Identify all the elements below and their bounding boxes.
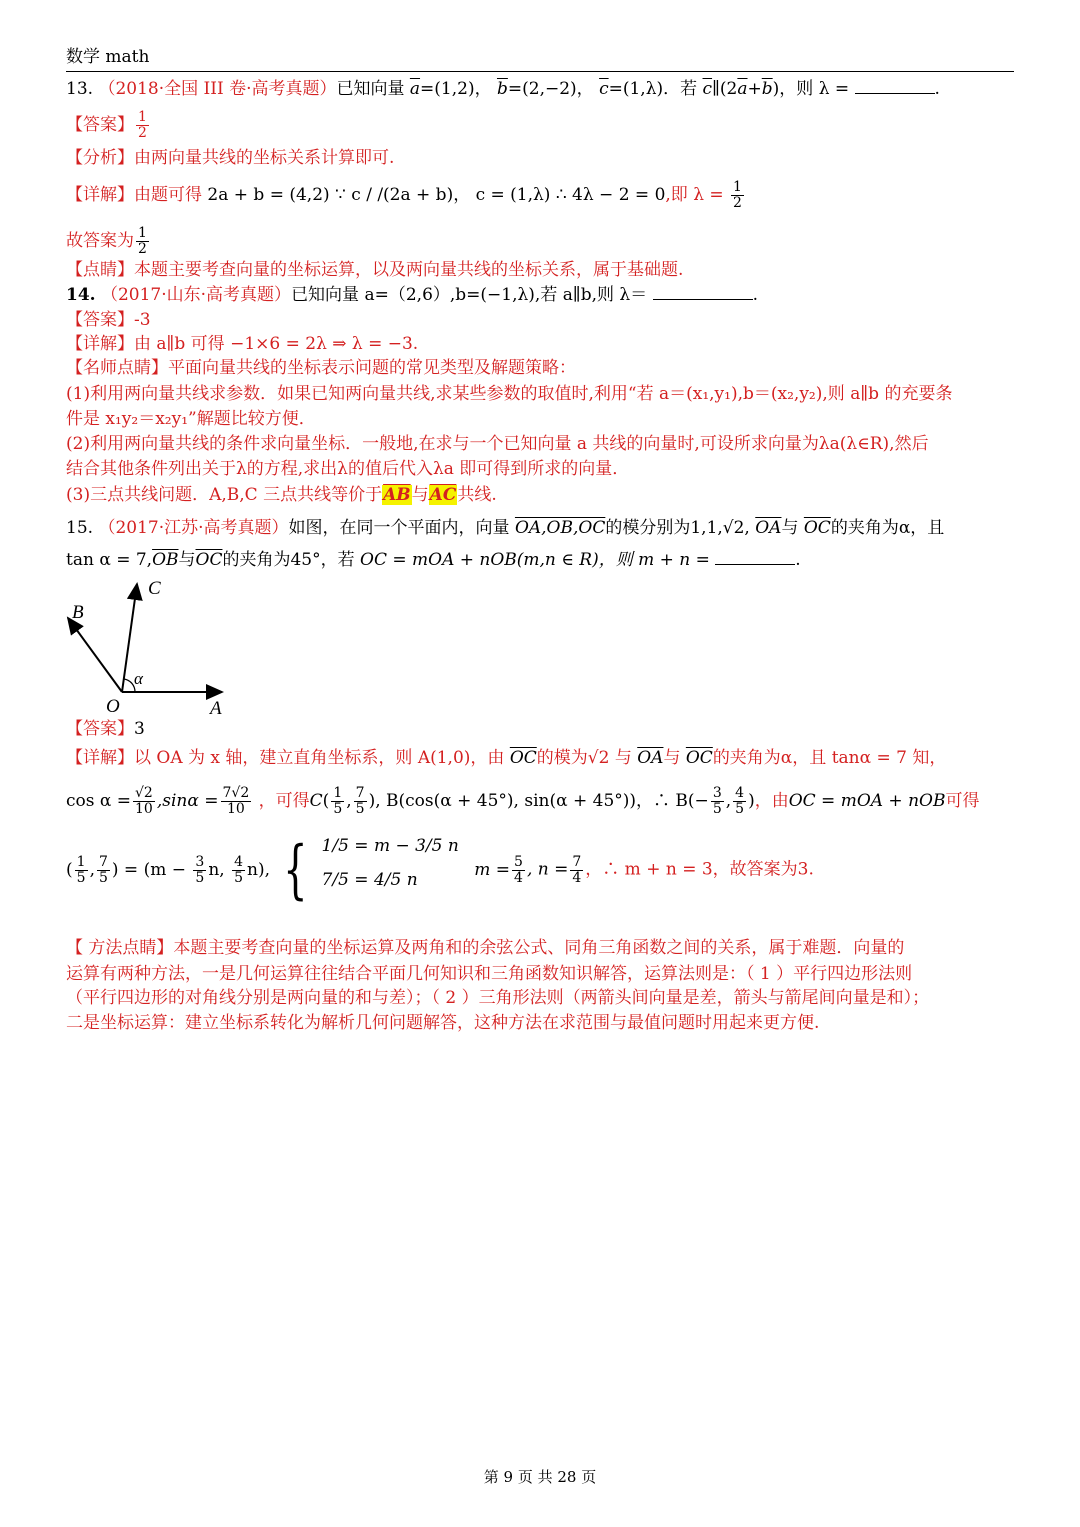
label-c: C — [148, 578, 161, 599]
q15-detail-1: 【详解】以 OA 为 x 轴，建立直角坐标系，则 A(1,0)，由 $\overline{OC}$的模为√2 与 $\overline{OA}$与 $\overline{OC}$的夹角为α，且 tanα = 7 知， — [66, 748, 947, 768]
label-a: A — [210, 698, 222, 719]
page-footer — [0, 1466, 1080, 1487]
label-o: O — [106, 696, 120, 717]
q15-stem-1: 15. （2017·江苏·高考真题）如图，在同一个平面内，向量 OA,OB,OC的模分别为1,1,√2, $\overline{OA}$与 $\overline{OC}$的夹角为α，且 — [66, 518, 945, 538]
vector-figure — [60, 574, 240, 720]
q15-detail-2: cos α = $\frac{√2}{10}$ ,sinα = $\frac{7√2}{10}$ ，可得C( $\frac{1}{5}$ , $\frac{7}{5}$ ), B(cos(α + 45°), sin(α + 45°))，∴ B(− $\frac{3}{5}$ , $\frac{4}{5}$ )，由OC = mOA + nOB可得 — [66, 785, 980, 817]
q15-method-4: 二是坐标运算：建立坐标系转化为解析几何问题解答，这种方法在求范围与最值问题时用起来更方便. — [66, 1013, 820, 1033]
label-b: B — [72, 602, 84, 623]
q14-tip2b: 结合其他条件列出关于λ的方程,求出λ的值后代入λa 即可得到所求的向量． — [66, 459, 630, 479]
equation-system: 1/5 = m − 3/5 n 7/5 = 4/5 n — [321, 836, 459, 890]
label-alpha: α — [134, 669, 143, 688]
q15-method-2: 运算有两种方法，一是几何运算往往结合平面几何知识和三角函数知识解答，运算法则是：（ 1 ）平行四边形法则 — [66, 964, 913, 984]
q14-stem: 14. （2017·山东·高考真题）已知向量 a=（2,6）,b=(−1,λ),若 a∥b,则 λ＝ . — [66, 285, 758, 305]
q14-tip3: (3)三点共线问题．A,B,C 三点共线等价于$\overline{AB}$与$\overline{AC}$共线. — [66, 485, 497, 505]
q14-detail: 【详解】由 a∥b 可得 −1×6 = 2λ ⇒ λ = −3. — [66, 334, 419, 354]
q13-answer: 【答案】 $\frac{1}{2}$ — [66, 109, 147, 141]
q13-conclusion: 故答案为 $\frac{1}{2}$ — [66, 225, 147, 257]
q14-tip2a: (2)利用两向量共线的条件求向量坐标．一般地,在求与一个已知向量 a 共线的向量时,可设所求向量为λa(λ∈R),然后 — [66, 434, 929, 454]
page-header — [66, 42, 1014, 72]
q14-tips-title: 【名师点睛】平面向量共线的坐标表示问题的常见类型及解题策略： — [66, 358, 576, 378]
q13-analysis: 【分析】由两向量共线的坐标关系计算即可. — [66, 148, 395, 168]
q14-answer: 【答案】-3 — [66, 310, 151, 330]
q15-detail-3: ( $\frac{1}{5}$ , $\frac{7}{5}$ ) = (m − $\frac{3}{5}$ n, $\frac{4}{5}$ n), { 1/5 = m − 3/5 n 7/5 = 4/5 n m = $\frac{5}{4}$ , n = $\frac{7}{4}$ ，∴ m + n = 3，故答案为3. — [66, 833, 814, 907]
header-title: 数学 math — [66, 47, 150, 67]
q14-blank[interactable] — [653, 285, 753, 300]
q14-tip1a: (1)利用两向量共线求参数．如果已知两向量共线,求某些参数的取值时,利用“若 a＝(x₁,y₁),b＝(x₂,y₂),则 a∥b 的充要条 — [66, 384, 953, 404]
page-number: 第 9 页 共 28 页 — [483, 1468, 597, 1486]
q14-tip1b: 件是 x₁y₂＝x₂y₁”解题比较方便． — [66, 409, 316, 429]
q15-answer: 【答案】3 — [66, 719, 145, 739]
vector-ob-line — [68, 618, 122, 692]
q13-blank[interactable] — [855, 79, 935, 94]
q15-method-1: 【 方法点睛】本题主要考查向量的坐标运算及两角和的余弦公式、同角三角函数之间的关系，属于难题．向量的 — [66, 938, 905, 958]
q15-stem-2: $\tan \alpha = 7,\overline{OB}$与$\overline{OC}$的夹角为45°，若 OC = mOA + nOB(m,n ∈ R)，则 m + n = . — [66, 550, 801, 570]
q13-comment: 【点睛】本题主要考查向量的坐标运算，以及两向量共线的坐标关系，属于基础题. — [66, 260, 684, 280]
q13-detail: 【详解】由题可得 2a + b = (4,2) ∵ c / /(2a + b)， c = (1,λ) ∴ 4λ − 2 = 0,即 λ = $\frac{1}{2}$ — [66, 179, 742, 211]
q15-blank[interactable] — [715, 550, 795, 565]
q13-stem: 13. （2018·全国 III 卷·高考真题）已知向量 $\overline{a}=(1,2)$， $\overline{b}=(2,-2)$， $\overline{c}=(1,\lambda)$．若 $\overline{c}\parallel(2\overline{a}+\overline{b})$，则 λ = . — [66, 79, 940, 99]
q15-method-3: （平行四边形的对角线分别是两向量的和与差）；（ 2 ）三角形法则（两箭头间向量是差，箭头与箭尾间向量是和）； — [66, 988, 930, 1008]
